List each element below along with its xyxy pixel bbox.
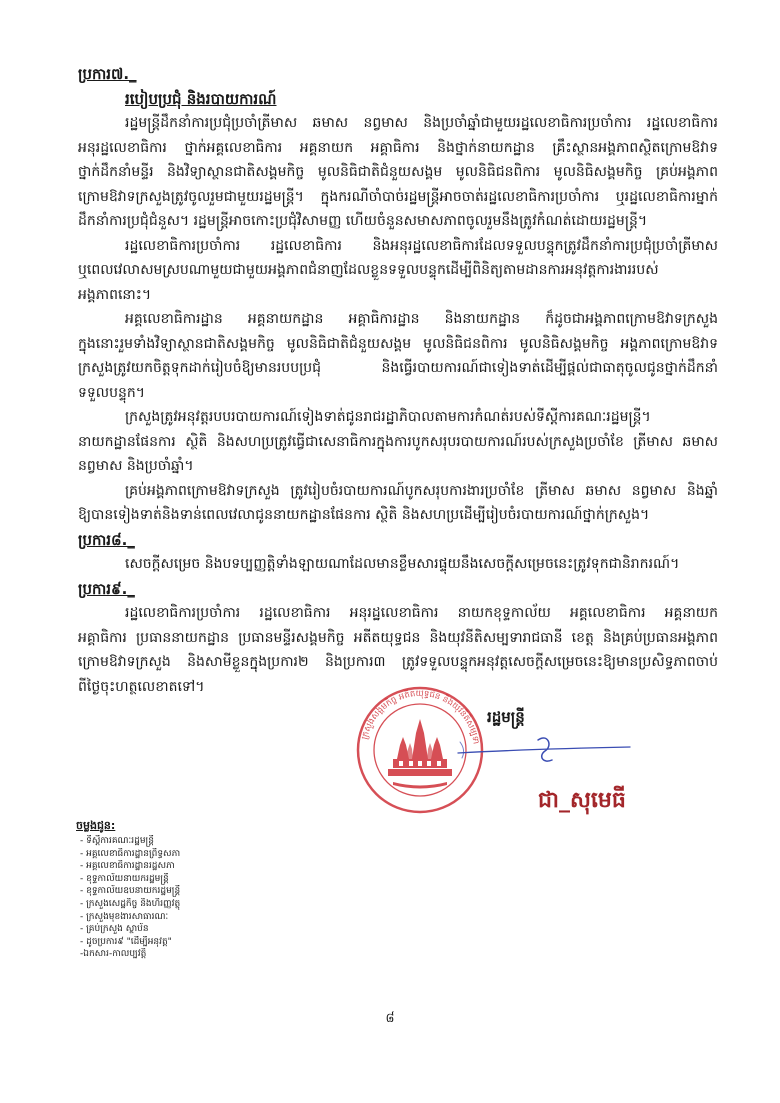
copy-to-item: - អគ្គលេខាធិការដ្ឋានព្រឹទ្ធសភា — [80, 848, 181, 859]
paragraph-line: ឱ្យបានទៀងទាត់និងទាន់ពេលវេលាជូននាយកដ្ឋានផែនការ ស្ថិតិ និងសហប្រដើម្បីរៀបចំរបាយការណ៍ថ្នាក់ក្រសួង។ — [78, 507, 650, 523]
paragraph-line: ពីថ្ងៃចុះហត្ថលេខាតទៅ។ — [78, 678, 205, 695]
article-section — [78, 62, 718, 528]
paragraph-line: ដឹកនាំការប្រជុំជំនួស។ រដ្ឋមន្ត្រីអាចកោះប្រជុំវិសាមញ្ញ ហើយចំនួនសមាសភាពចូលរួមនឹងត្រូវកំណត់ដោយរដ្ឋមន្ត្រី។ — [78, 213, 648, 229]
article-heading: ប្រការ៩._ — [78, 579, 135, 598]
paragraph-line: រដ្ឋលេខាធិការប្រចាំការ រដ្ឋលេខាធិការ អនុរដ្ឋលេខាធិការ នាយកខុទ្ទកាល័យ អគ្គលេខាធិការ អគ្គនាយក — [125, 605, 718, 621]
paragraph — [78, 552, 718, 577]
paragraph-line: សេចក្ដីសម្រេច និងបទប្បញ្ញត្តិទាំងឡាយណាដែលមានខ្លឹមសារផ្ទុយនឹងសេចក្ដីសម្រេចនេះត្រូវទុកជានិរាករណ៍។ — [125, 556, 680, 572]
paragraph-line: ថ្នាក់ដឹកនាំមន្ទីរ និងវិទ្យាស្ថានជាតិសង្គមកិច្ច មូលនិធិជាតិជំនួយសង្គម មូលនិធិជនពិការ មូលនិធិសង្គមកិច្ច គ្រប់អង្គភាព — [78, 164, 718, 180]
copy-to-item: - ខុទ្ទកាល័យនាយករដ្ឋមន្ត្រី — [80, 873, 169, 884]
paragraph-line: ក្រសួងត្រូវយកចិត្តទុកដាក់រៀបចំឱ្យមានរបបប្រជុំ និងធ្វើរបាយការណ៍ជាទៀងទាត់ដើម្បីផ្ដល់ជាធាតុចូលជូនថ្នាក់ដឹកនាំ — [78, 360, 718, 376]
copy-to-label: ចម្លងជូន: — [76, 819, 116, 832]
signatory-title: រដ្ឋមន្ត្រី — [487, 708, 525, 726]
paragraph-line: អង្គភាពនោះ។ — [78, 286, 152, 303]
copy-to-item: -ឯកសារ-កាលប្បវត្តិ — [80, 949, 147, 960]
paragraph-line: គ្រប់អង្គភាពក្រោមឱវាទក្រសួង ត្រូវរៀបចំរបាយការណ៍បូកសរុបការងារប្រចាំខែ ត្រីមាស ឆមាស នព្វមាស និងឆ្នាំ — [125, 482, 718, 499]
paragraph-line: អគ្គលេខាធិការដ្ឋាន អគ្គនាយកដ្ឋាន អគ្គាធិការដ្ឋាន និងនាយកដ្ឋាន ក៏ដូចជាអង្គភាពក្រោមឱវាទក្រសួង — [125, 311, 718, 327]
paragraph — [78, 479, 718, 528]
paragraph — [78, 405, 718, 479]
paragraph-line: រដ្ឋមន្ត្រីដឹកនាំការប្រជុំប្រចាំត្រីមាស ឆមាស នព្វមាស និងប្រចាំឆ្នាំជាមួយរដ្ឋលេខាធិការប្រចាំការ រដ្ឋលេខាធិការ — [125, 115, 718, 131]
copy-to-items — [76, 835, 336, 961]
copy-to-item: - ដូចប្រការ៩ "ដើម្បីអនុវត្ត" — [80, 936, 172, 947]
copy-to-item: - ទីស្ដីការគណៈរដ្ឋមន្ត្រី — [80, 836, 154, 846]
paragraph-line: ក្នុងនោះរួមទាំងវិទ្យាស្ថានជាតិសង្គមកិច្ច មូលនិធិជាតិជំនួយសង្គម មូលនិធិជនពិការ មូលនិធិសង្គមកិច្ច អង្គភាពក្រោមឱវាទ — [78, 335, 718, 352]
copy-to-item: - អគ្គលេខាធិការដ្ឋានរដ្ឋសភា — [80, 861, 175, 872]
article-subheading: របៀបប្រជុំ និងរបាយការណ៍ — [125, 89, 277, 108]
paragraph-line: ក្រោមឱវាទក្រសួងត្រូវចូលរួមជាមួយរដ្ឋមន្ត្រី។ ក្នុងករណីចាំបាច់រដ្ឋមន្ត្រីអាចចាត់រដ្ឋលេខាធិការប្រចាំការ ឬរដ្ឋលេខាធិការម្នាក់ — [78, 188, 718, 205]
article-section — [78, 577, 718, 700]
paragraph-line: អនុរដ្ឋលេខាធិការ ថ្នាក់អគ្គលេខាធិការ អគ្គនាយក អគ្គាធិការ និងថ្នាក់នាយកដ្ឋាន គ្រឹះស្ថានអង្គភាពស្ថិតក្រោមឱវាទ — [78, 139, 718, 156]
seal-ring-text: ក្រសួងសង្គមកិច្ច អតីតយុទ្ធជន និងយុវនីតិសម្បទា — [360, 688, 481, 745]
copy-to-list — [76, 816, 336, 961]
paragraph-line: ទទួលបន្ទុក។ — [78, 384, 145, 401]
page-number: ៨ — [385, 1011, 395, 1026]
copy-to-item: - ខុទ្ទកាល័យឧបនាយករដ្ឋមន្ត្រី — [80, 886, 181, 897]
paragraph-line: រដ្ឋលេខាធិការប្រចាំការ រដ្ឋលេខាធិការ និងអនុរដ្ឋលេខាធិការដែលទទួលបន្ទុកត្រូវដឹកនាំការប្រជុំប្រចាំត្រីមាស — [125, 237, 718, 254]
handwritten-signature — [440, 720, 640, 780]
article-heading: ប្រការ៨._ — [78, 530, 135, 549]
paragraph-line: នាយកដ្ឋានផែនការ ស្ថិតិ និងសហប្រត្រូវធ្វើជាសេនាធិការក្នុងការបូកសរុបរបាយការណ៍របស់ក្រសួងប្រចាំខែ ត្រីមាស ឆមាស — [78, 433, 718, 450]
paragraph-line: ក្រោមឱវាទក្រសួង និងសាមីខ្លួនក្នុងប្រការ២ និងប្រការ៣ ត្រូវទទួលបន្ទុកអនុវត្តសេចក្ដីសម្រេចនេះឱ្យមានប្រសិទ្ធភាពចាប់ — [78, 654, 718, 670]
paragraph-line: នព្វមាស និងប្រចាំឆ្នាំ។ — [78, 458, 194, 474]
signature-stroke — [460, 742, 464, 758]
signatory-name: ជា_សុមេធី — [538, 788, 626, 813]
article-heading: ប្រការ៧._ — [78, 65, 137, 83]
paragraph-line: ក្រសួងត្រូវអនុវត្តរបបរបាយការណ៍ទៀងទាត់ជូនរាជរដ្ឋាភិបាលតាមការកំណត់របស់ទីស្ដីការគណៈរដ្ឋមន្ត្រី។ — [125, 409, 651, 425]
copy-to-item: - ក្រសួងមុខងារសាធារណៈ — [80, 911, 169, 922]
paragraph — [78, 307, 718, 405]
paragraph-line: អគ្គាធិការ ប្រធាននាយកដ្ឋាន ប្រធានមន្ទីរសង្គមកិច្ច អតីតយុទ្ធជន និងយុវនីតិសម្បទារាជធានី ខេត្ត និងគ្រប់ប្រធានអង្គភាព — [78, 629, 718, 646]
copy-to-item: - គ្រប់ក្រសួង ស្ថាប័ន — [80, 924, 149, 935]
paragraph-line: ឬពេលវេលាសមស្របណាមួយជាមួយអង្គភាពជំនាញដែលខ្លួនទទួលបន្ទុកដើម្បីពិនិត្យតាមដានការអនុវត្តការងាររបស់ — [78, 262, 659, 278]
document-body — [78, 62, 718, 699]
paragraph — [78, 234, 718, 308]
paragraph — [78, 111, 718, 234]
copy-to-item: - ក្រសួងសេដ្ឋកិច្ច និងហិរញ្ញវត្ថុ — [80, 898, 181, 909]
article-section — [78, 528, 718, 577]
